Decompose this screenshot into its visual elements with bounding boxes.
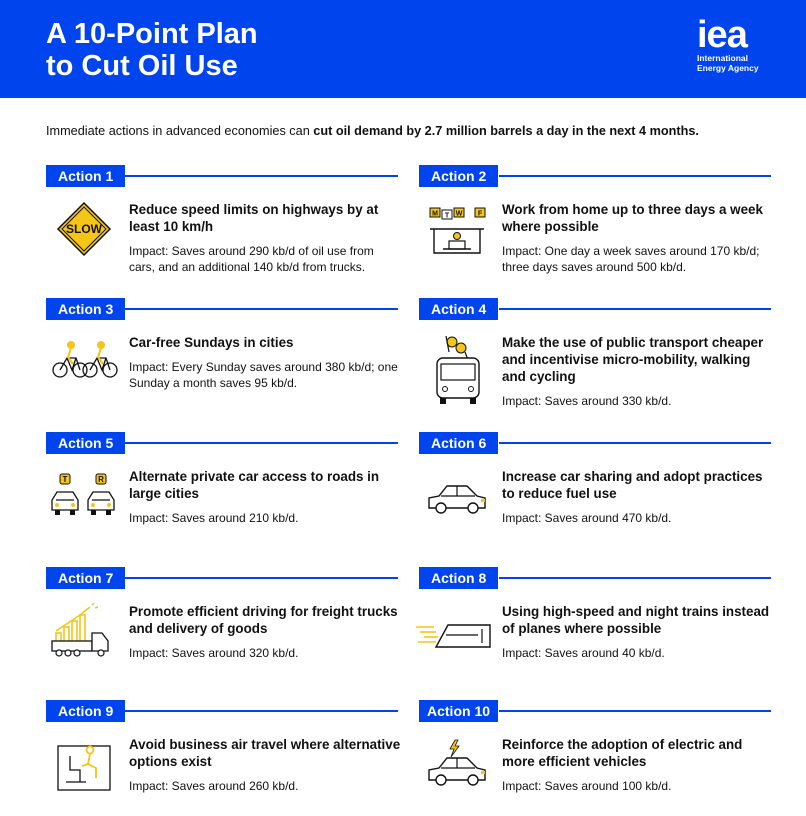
freight-truck-icon — [46, 603, 120, 659]
action-1 — [46, 165, 398, 295]
action-2-impact: Impact: One day a week saves around 170 kb/d; three days saves around 500 kb/d. — [502, 244, 760, 274]
action-1-rule — [122, 175, 398, 177]
action-1-title: Reduce speed limits on highways by at least 10 km/h — [129, 202, 379, 234]
action-5-rule — [122, 442, 398, 444]
action-6-title: Increase car sharing and adopt practices to reduce fuel use — [502, 469, 763, 501]
action-7 — [46, 567, 398, 697]
action-9-header — [46, 700, 398, 722]
action-3-tag: Action 3 — [46, 298, 125, 320]
header-banner — [0, 0, 806, 98]
intro-text-regular: Immediate actions in advanced economies can — [46, 124, 314, 138]
action-8 — [419, 567, 771, 697]
iea-logo-subtitle — [697, 53, 771, 73]
action-8-impact: Impact: Saves around 40 kb/d. — [502, 646, 665, 660]
action-6-tag: Action 6 — [419, 432, 498, 454]
alt-car-right-letter: R — [98, 475, 104, 484]
electric-car-icon — [419, 736, 493, 792]
action-6 — [419, 432, 771, 562]
action-10 — [419, 700, 771, 816]
action-8-rule — [499, 577, 771, 579]
action-1-impact: Impact: Saves around 290 kb/d of oil use from cars, and an additional 140 kb/d from trucks. — [129, 244, 374, 274]
action-5-header — [46, 432, 398, 454]
action-7-header — [46, 567, 398, 589]
work-from-home-icon — [419, 201, 493, 257]
iea-logo — [697, 19, 771, 73]
action-3-rule — [122, 308, 398, 310]
iea-logo-mark — [697, 19, 769, 51]
intro-text-bold: cut oil demand by 2.7 million barrels a day in the next 4 months. — [313, 124, 699, 138]
action-7-impact: Impact: Saves around 320 kb/d. — [129, 646, 299, 660]
high-speed-train-icon — [413, 603, 493, 659]
iea-logo-text: iea — [697, 19, 747, 51]
action-3-title: Car-free Sundays in cities — [129, 335, 294, 350]
wfh-day-t: T — [444, 212, 450, 220]
action-10-header — [419, 700, 771, 722]
action-10-impact: Impact: Saves around 100 kb/d. — [502, 779, 672, 793]
action-2 — [419, 165, 771, 295]
alternating-cars-icon — [46, 468, 120, 524]
car-sharing-icon — [419, 468, 493, 524]
action-9 — [46, 700, 401, 816]
action-6-impact: Impact: Saves around 470 kb/d. — [502, 511, 672, 525]
action-6-rule — [499, 442, 771, 444]
action-9-impact: Impact: Saves around 260 kb/d. — [129, 779, 299, 793]
action-5-title: Alternate private car access to roads in large cities — [129, 469, 380, 501]
action-3 — [46, 298, 398, 428]
action-4 — [419, 298, 771, 428]
action-5-impact: Impact: Saves around 210 kb/d. — [129, 511, 299, 525]
action-6-header — [419, 432, 771, 454]
action-10-title: Reinforce the adoption of electric and more efficient vehicles — [502, 737, 743, 769]
slow-sign-icon — [46, 201, 120, 257]
business-travel-icon — [46, 736, 120, 792]
action-4-rule — [499, 308, 771, 310]
action-2-header — [419, 165, 771, 187]
intro-text — [46, 124, 776, 138]
action-8-header — [419, 567, 771, 589]
action-9-rule — [122, 710, 398, 712]
page-title-line-2: to Cut Oil Use — [46, 50, 238, 82]
action-5 — [46, 432, 398, 562]
page-title — [46, 18, 446, 82]
action-1-tag: Action 1 — [46, 165, 125, 187]
action-9-title: Avoid business air travel where alternative options exist — [129, 737, 401, 769]
action-9-tag: Action 9 — [46, 700, 125, 722]
action-4-title: Make the use of public transport cheaper and incentivise micro-mobility, walking and cycling — [502, 335, 764, 384]
wfh-day-w: W — [455, 210, 463, 218]
alt-car-left-letter: T — [62, 475, 68, 484]
action-2-title: Work from home up to three days a week where possible — [502, 202, 763, 234]
wfh-day-f: F — [477, 210, 483, 218]
action-7-rule — [122, 577, 398, 579]
action-5-tag: Action 5 — [46, 432, 125, 454]
action-4-header — [419, 298, 771, 320]
action-2-rule — [499, 175, 771, 177]
action-2-tag: Action 2 — [419, 165, 498, 187]
action-8-title: Using high-speed and night trains instead of planes where possible — [502, 604, 770, 636]
action-3-impact: Impact: Every Sunday saves around 380 kb/d; one Sunday a month saves 95 kb/d. — [129, 360, 398, 390]
action-1-header — [46, 165, 398, 187]
action-4-tag: Action 4 — [419, 298, 498, 320]
action-7-tag: Action 7 — [46, 567, 125, 589]
action-4-impact: Impact: Saves around 330 kb/d. — [502, 394, 672, 408]
action-10-tag: Action 10 — [419, 700, 498, 722]
action-3-header — [46, 298, 398, 320]
wfh-day-m: M — [432, 210, 438, 218]
page-title-line-1: A 10-Point Plan — [46, 18, 258, 50]
slow-sign-text: SLOW — [66, 222, 102, 236]
action-10-rule — [499, 710, 771, 712]
action-8-tag: Action 8 — [419, 567, 498, 589]
action-7-title: Promote efficient driving for freight trucks and delivery of goods — [129, 604, 398, 636]
bicycles-icon — [46, 334, 120, 390]
bus-with-money-icon — [419, 334, 493, 406]
iea-logo-subtitle-line-1: International — [697, 53, 749, 63]
iea-logo-subtitle-line-2: Energy Agency — [697, 63, 759, 73]
